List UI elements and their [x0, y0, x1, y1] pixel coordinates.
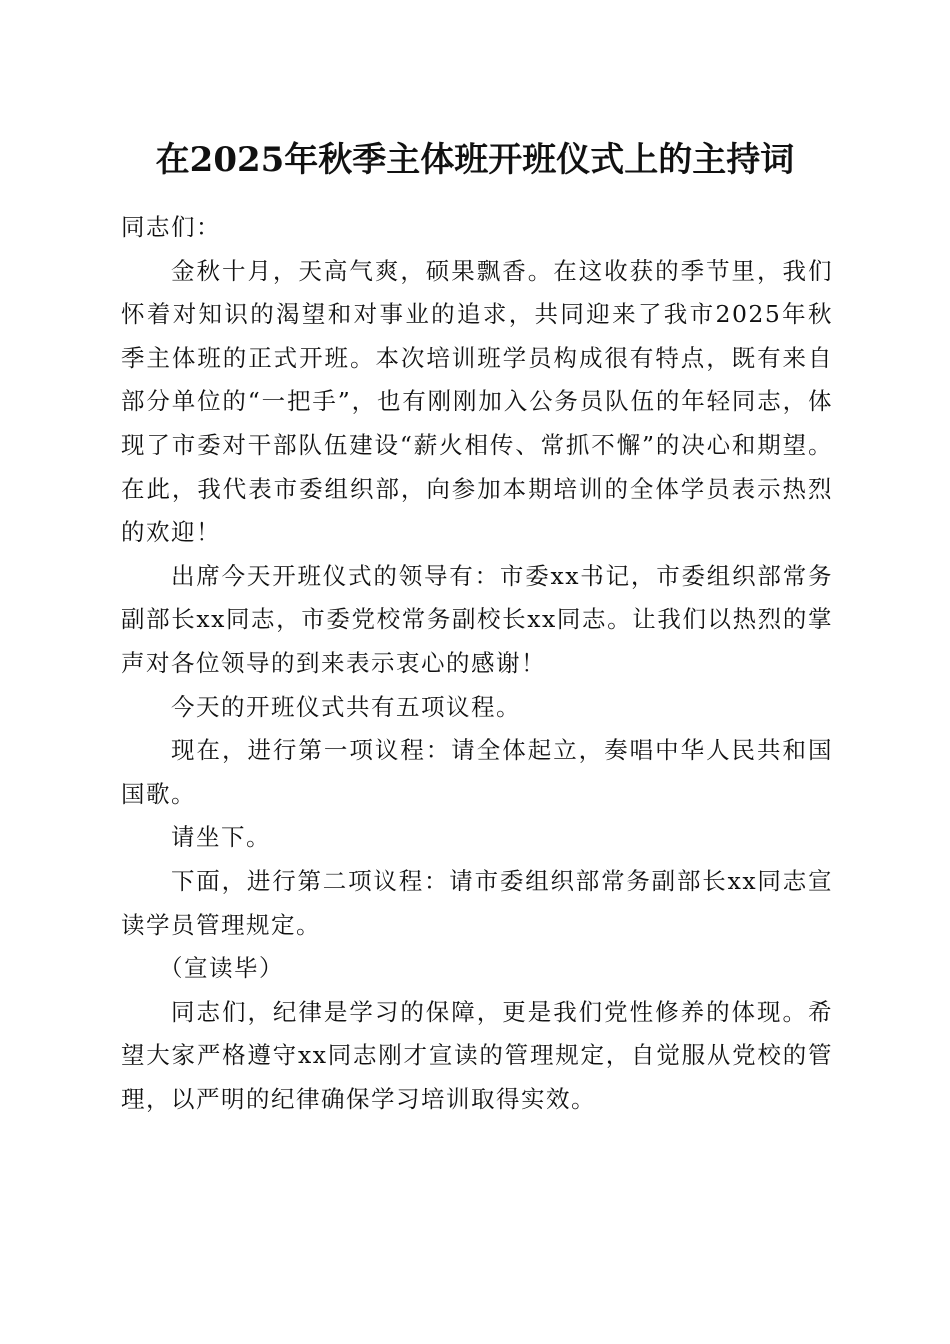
salutation-paragraph: 同志们：: [121, 213, 221, 241]
opening-paragraph: 金秋十月，天高气爽，硕果飘香。在这收获的季节里，我们怀着对知识的渴望和对事业的追求，共同迎来了我市2025年秋季主体班的正式开班。本次培训班学员构成很有特点，既有来自部分单位的“一把手”，也有刚刚加入公务员队伍的年轻同志，体现了市委对干部队伍建设“薪火相传、常抓不懈”的决心和期望。在此，我代表市委组织部，向参加本期培训的全体学员表示热烈的欢迎！: [121, 256, 833, 547]
sit-down-paragraph: 请坐下。: [171, 823, 271, 852]
document-title: 在2025年秋季主体班开班仪式上的主持词: [155, 140, 795, 180]
agenda-item-1-paragraph: 现在，进行第一项议程：请全体起立，奏唱中华人民共和国国歌。: [121, 736, 833, 808]
stage-direction-paragraph: （宣读毕）: [159, 954, 284, 983]
document-body: [121, 206, 833, 1121]
leaders-paragraph: 出席今天开班仪式的领导有：市委xx书记，市委组织部常务副部长xx同志，市委党校常务副校长xx同志。让我们以热烈的掌声对各位领导的到来表示衷心的感谢！: [121, 561, 833, 677]
agenda-item-2-paragraph: 下面，进行第二项议程：请市委组织部常务副部长xx同志宣读学员管理规定。: [121, 866, 833, 939]
discipline-paragraph: 同志们，纪律是学习的保障，更是我们党性修养的体现。希望大家严格遵守xx同志刚才宣读的管理规定，自觉服从党校的管理，以严明的纪律确保学习培训取得实效。: [121, 997, 833, 1113]
agenda-intro-paragraph: 今天的开班仪式共有五项议程。: [171, 692, 521, 721]
